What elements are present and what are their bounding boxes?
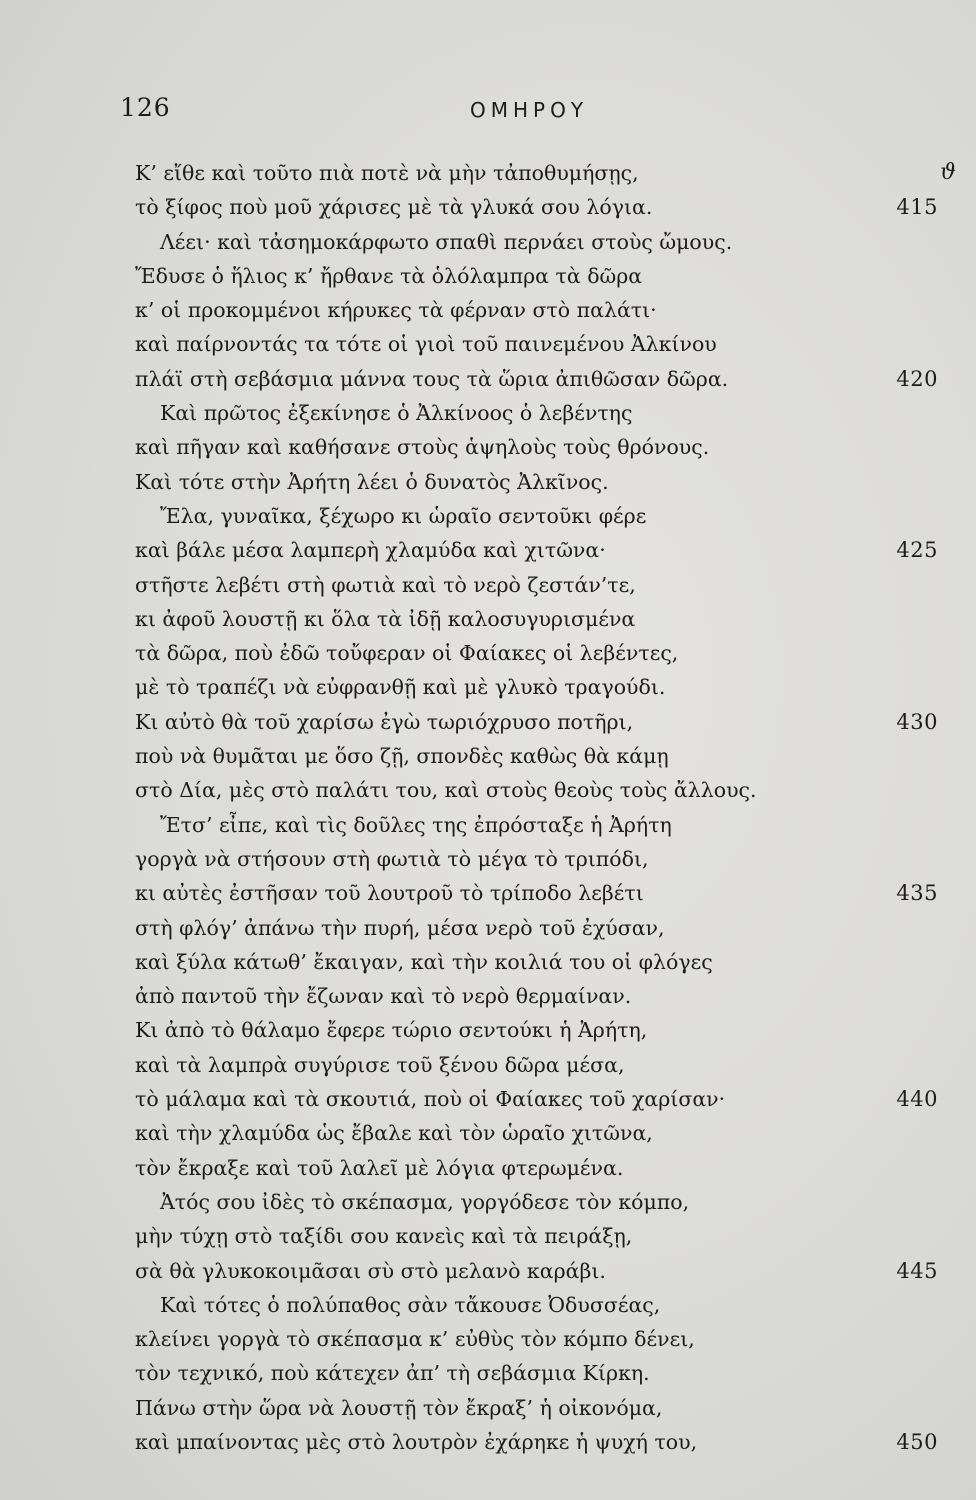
line-number: 440 bbox=[896, 1087, 938, 1112]
verse-line bbox=[0, 1048, 976, 1082]
page-header bbox=[120, 93, 920, 133]
verse-line bbox=[0, 1116, 976, 1150]
verse-line bbox=[0, 362, 976, 396]
verse-text: μὲ τὸ τραπέζι νὰ εὐφρανθῇ καὶ μὲ γλυκὸ τραγούδι. bbox=[135, 675, 666, 700]
verse-text: καὶ ξύλα κάτωθ’ ἔκαιγαν, καὶ τὴν κοιλιά του οἱ φλόγες bbox=[135, 949, 713, 974]
verse-line bbox=[0, 1185, 976, 1219]
verse-text: κι αὐτὲς ἐστῆσαν τοῦ λουτροῦ τὸ τρίποδο λεβέτι bbox=[135, 881, 644, 906]
verse-line bbox=[0, 190, 976, 224]
verse-line bbox=[0, 1254, 976, 1288]
verse-line bbox=[0, 156, 976, 190]
verse-line bbox=[0, 1288, 976, 1322]
verse-line bbox=[0, 945, 976, 979]
verse-text: κι ἀφοῦ λουστῇ κι ὅλα τὰ ἰδῇ καλοσυγυρισμένα bbox=[135, 606, 636, 631]
verse-text: τὰ δῶρα, ποὺ ἐδῶ τοὔφεραν οἱ Φαίακες οἱ λεβέντες, bbox=[135, 641, 679, 666]
verse-line bbox=[0, 327, 976, 361]
verse-text: Πάνω στὴν ὥρα νὰ λουστῇ τὸν ἔκραξ’ ἡ οἰκονόμα, bbox=[135, 1395, 663, 1420]
verse-line bbox=[0, 979, 976, 1013]
verse-line bbox=[0, 396, 976, 430]
verse-line bbox=[0, 739, 976, 773]
verse-line bbox=[0, 1219, 976, 1253]
verse-line bbox=[0, 705, 976, 739]
line-number: 435 bbox=[896, 881, 938, 906]
verse-text: Ἔτσ’ εἶπε, καὶ τὶς δοῦλες της ἐπρόσταξε ἡ Ἀρήτη bbox=[160, 812, 672, 837]
verse-text: μὴν τύχῃ στὸ ταξίδι σου κανεὶς καὶ τὰ πειράξῃ, bbox=[135, 1224, 633, 1249]
verse-text: Κι ἀπὸ τὸ θάλαμο ἔφερε τώριο σεντούκι ἡ Ἀρήτη, bbox=[135, 1018, 648, 1043]
verse-line bbox=[0, 911, 976, 945]
verse-text: Καὶ τότες ὁ πολύπαθος σὰν τἄκουσε Ὀδυσσέας, bbox=[160, 1292, 661, 1317]
verse-text: Ἔλα, γυναῖκα, ξέχωρο κι ὡραῖο σεντοῦκι φέρε bbox=[160, 503, 647, 528]
verse-text: Καὶ πρῶτος ἐξεκίνησε ὁ Ἀλκίνοος ὁ λεβέντης bbox=[160, 401, 633, 426]
verse-text: καὶ τὴν χλαμύδα ὡς ἔβαλε καὶ τὸν ὡραῖο χιτῶνα, bbox=[135, 1121, 653, 1146]
line-number: 420 bbox=[896, 366, 938, 391]
verse-text: καὶ μπαίνοντας μὲς στὸ λουτρὸν ἐχάρηκε ἡ ψυχή του, bbox=[135, 1429, 698, 1454]
verse-text: κλείνει γοργὰ τὸ σκέπασμα κ’ εὐθὺς τὸν κόμπο δένει, bbox=[135, 1327, 695, 1352]
verse-text: Καὶ τότε στὴν Ἀρήτη λέει ὁ δυνατὸς Ἀλκῖνος. bbox=[135, 469, 609, 494]
verse-text: Ἀτός σου ἰδὲς τὸ σκέπασμα, γοργόδεσε τὸν κόμπο, bbox=[160, 1189, 690, 1214]
line-number: 425 bbox=[896, 538, 938, 563]
line-number: 450 bbox=[896, 1429, 938, 1454]
verse-text: σὰ θὰ γλυκοκοιμᾶσαι σὺ στὸ μελανὸ καράβι. bbox=[135, 1258, 606, 1283]
running-title: ΟΜΗΡΟΥ bbox=[470, 98, 589, 122]
verse-text: γοργὰ νὰ στήσουν στὴ φωτιὰ τὸ μέγα τὸ τριπόδι, bbox=[135, 846, 649, 871]
verse-text: καὶ παίρνοντάς τα τότε οἱ γιοὶ τοῦ παινεμένου Ἀλκίνου bbox=[135, 332, 717, 357]
verse-line bbox=[0, 499, 976, 533]
verse-block bbox=[0, 156, 976, 1459]
verse-line bbox=[0, 1013, 976, 1047]
verse-text: Ἔδυσε ὁ ἥλιος κ’ ἤρθανε τὰ ὁλόλαμπρα τὰ δῶρα bbox=[135, 263, 643, 288]
verse-text: στὴ φλόγ’ ἀπάνω τὴν πυρή, μέσα νερὸ τοῦ ἐχύσαν, bbox=[135, 915, 665, 940]
verse-line bbox=[0, 842, 976, 876]
verse-line bbox=[0, 1425, 976, 1459]
verse-line bbox=[0, 670, 976, 704]
verse-line bbox=[0, 1151, 976, 1185]
line-number: 430 bbox=[896, 709, 938, 734]
verse-text: τὸν τεχνικό, ποὺ κάτεχεν ἀπ’ τὴ σεβάσμια Κίρκη. bbox=[135, 1361, 650, 1386]
verse-line bbox=[0, 430, 976, 464]
verse-line bbox=[0, 1322, 976, 1356]
verse-text: τὸ ξίφος ποὺ μοῦ χάρισες μὲ τὰ γλυκά σου λόγια. bbox=[135, 195, 653, 220]
verse-text: στὸ Δία, μὲς στὸ παλάτι του, καὶ στοὺς θεοὺς τοὺς ἄλλους. bbox=[135, 778, 757, 803]
verse-line bbox=[0, 773, 976, 807]
verse-line bbox=[0, 293, 976, 327]
verse-line bbox=[0, 568, 976, 602]
verse-text: ἀπὸ παντοῦ τὴν ἔζωναν καὶ τὸ νερὸ θερμαίναν. bbox=[135, 984, 632, 1009]
line-number: 445 bbox=[896, 1258, 938, 1283]
verse-text: καὶ πῆγαν καὶ καθήσανε στοὺς ἁψηλοὺς τοὺς θρόνους. bbox=[135, 435, 710, 460]
margin-mark: ϑ bbox=[940, 160, 956, 185]
verse-text: πλάϊ στὴ σεβάσμια μάννα τους τὰ ὥρια ἀπιθῶσαν δῶρα. bbox=[135, 366, 729, 391]
verse-text: Λέει· καὶ τἀσημοκάρφωτο σπαθὶ περνάει στοὺς ὤμους. bbox=[160, 229, 733, 254]
verse-line bbox=[0, 1082, 976, 1116]
verse-line bbox=[0, 636, 976, 670]
verse-text: στῆστε λεβέτι στὴ φωτιὰ καὶ τὸ νερὸ ζεστάν’τε, bbox=[135, 572, 636, 597]
verse-line bbox=[0, 533, 976, 567]
page-number: 126 bbox=[120, 93, 171, 122]
verse-line bbox=[0, 602, 976, 636]
verse-line bbox=[0, 808, 976, 842]
verse-text: ποὺ νὰ θυμᾶται με ὅσο ζῇ, σπονδὲς καθὼς θὰ κάμῃ bbox=[135, 744, 669, 769]
verse-text: Κι αὐτὸ θὰ τοῦ χαρίσω ἐγὼ τωριόχρυσο ποτῆρι, bbox=[135, 709, 634, 734]
verse-text: καὶ βάλε μέσα λαμπερὴ χλαμύδα καὶ χιτῶνα· bbox=[135, 538, 606, 563]
verse-line bbox=[0, 1391, 976, 1425]
verse-text: κ’ οἱ προκομμένοι κήρυκες τὰ φέρναν στὸ παλάτι· bbox=[135, 298, 657, 323]
line-number: 415 bbox=[896, 195, 938, 220]
verse-line bbox=[0, 259, 976, 293]
verse-text: τὸν ἔκραξε καὶ τοῦ λαλεῖ μὲ λόγια φτερωμένα. bbox=[135, 1155, 624, 1180]
verse-line bbox=[0, 1356, 976, 1390]
verse-text: Κ’ εἴθε καὶ τοῦτο πιὰ ποτὲ νὰ μὴν τἀποθυμήσῃς, bbox=[135, 161, 639, 185]
verse-text: καὶ τὰ λαμπρὰ συγύρισε τοῦ ξένου δῶρα μέσα, bbox=[135, 1052, 625, 1077]
verse-line bbox=[0, 465, 976, 499]
verse-text: τὸ μάλαμα καὶ τὰ σκουτιά, ποὺ οἱ Φαίακες τοῦ χαρίσαν· bbox=[135, 1087, 726, 1112]
verse-line bbox=[0, 876, 976, 910]
verse-line bbox=[0, 225, 976, 259]
